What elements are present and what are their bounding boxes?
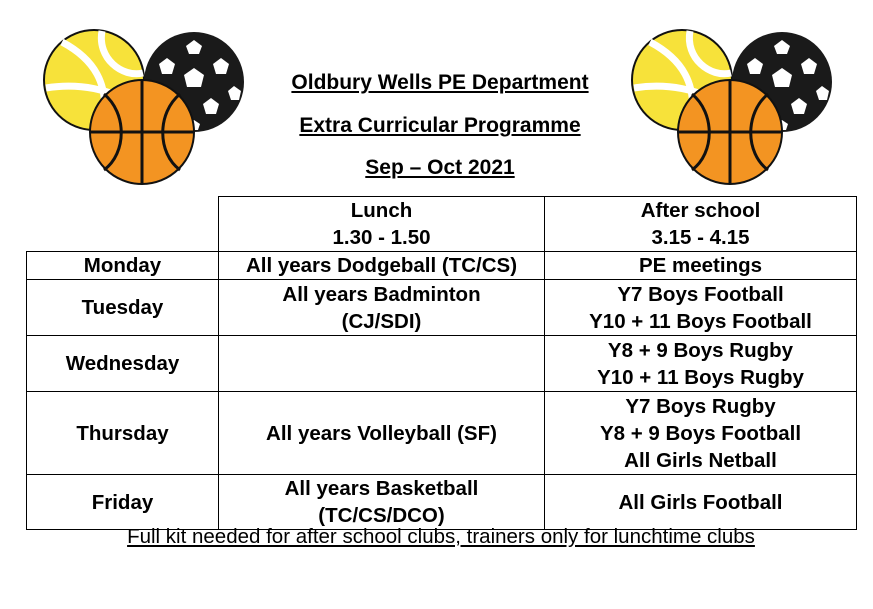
table-row [27, 392, 857, 475]
day-cell: Wednesday [27, 336, 219, 392]
activity: Y8 + 9 Boys Rugby [607, 338, 794, 362]
after-school-cell [545, 252, 857, 280]
column-time: 3.15 - 4.15 [651, 226, 750, 249]
corner-cell [27, 197, 219, 252]
column-title: Lunch [350, 199, 413, 222]
staff-initials: (CJ/SDI) [341, 309, 422, 333]
after-school-column-header [545, 197, 857, 252]
activity: Y7 Boys Football [617, 282, 784, 306]
activity: All years Badminton [282, 282, 481, 306]
activity: PE meetings [638, 254, 763, 277]
table-row [27, 252, 857, 280]
table-header-row [27, 197, 857, 252]
after-school-cell [545, 336, 857, 392]
day-cell: Thursday [27, 392, 219, 475]
lunch-cell [219, 475, 545, 530]
activity: All Girls Football [618, 490, 783, 514]
activity: All years Dodgeball (TC/CS) [245, 254, 518, 277]
table-row [27, 475, 857, 530]
day-cell: Monday [27, 252, 219, 280]
sports-balls-left [42, 28, 248, 186]
day-cell: Tuesday [27, 280, 219, 336]
activity: All Girls Netball [624, 448, 777, 472]
date-range: Sep – Oct 2021 [365, 156, 515, 179]
after-school-cell [545, 280, 857, 336]
basketball-icon [678, 80, 782, 184]
kit-note: Full kit needed for after school clubs, trainers only for lunchtime clubs [127, 525, 755, 548]
activity: Y10 + 11 Boys Football [589, 309, 812, 333]
basketball-icon [90, 80, 194, 184]
table-row [27, 336, 857, 392]
lunch-cell [219, 392, 545, 475]
activity: Y10 + 11 Boys Rugby [597, 365, 804, 389]
after-school-cell [545, 475, 857, 530]
programme-title: Extra Curricular Programme [299, 114, 581, 137]
staff-initials: (TC/CS/DCO) [318, 504, 445, 527]
after-school-cell [545, 392, 857, 475]
lunch-column-header [219, 197, 545, 252]
day-cell: Friday [27, 475, 219, 530]
activity: Y8 + 9 Boys Football [599, 421, 802, 445]
lunch-cell [219, 336, 545, 392]
activity: Y7 Boys Rugby [625, 394, 776, 418]
sports-balls-right [630, 28, 836, 186]
lunch-cell [219, 252, 545, 280]
activity: All years Volleyball (SF) [266, 421, 497, 445]
activity: All years Basketball [284, 477, 479, 500]
lunch-cell [219, 280, 545, 336]
department-title: Oldbury Wells PE Department [291, 71, 589, 94]
column-time: 1.30 - 1.50 [332, 226, 431, 249]
table-row [27, 280, 857, 336]
schedule-table [26, 196, 857, 530]
column-title: After school [640, 199, 761, 222]
